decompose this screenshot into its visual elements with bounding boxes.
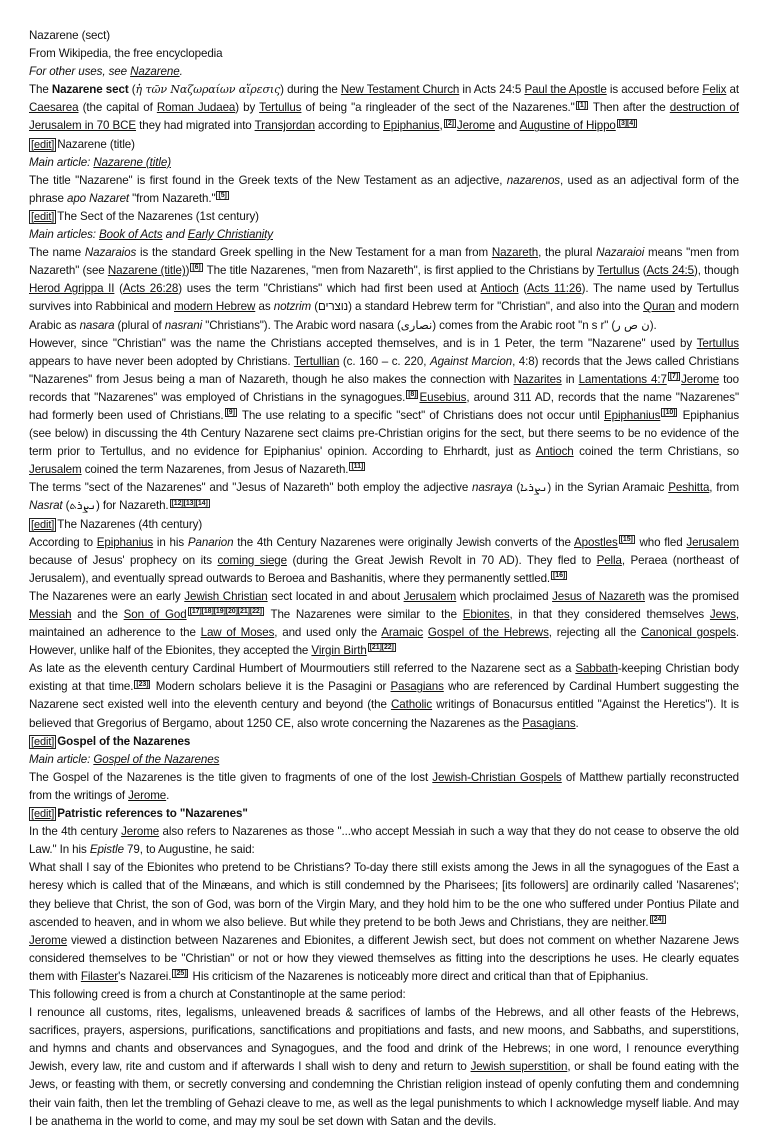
page-title: Nazarene (sect) <box>29 29 110 42</box>
link-gospel-of-the-hebrews[interactable]: Gospel of the Hebrews <box>427 626 549 640</box>
ref-link[interactable]: [10] <box>663 409 676 417</box>
link-jews[interactable]: Jews <box>709 608 736 621</box>
link-new-testament-church[interactable]: New Testament Church <box>340 83 460 97</box>
link-jesus-of-nazareth[interactable]: Jesus of Nazareth <box>552 589 645 603</box>
link-messiah[interactable]: Messiah <box>29 608 72 621</box>
link-nazarene-title[interactable]: Nazarene (title) <box>93 155 171 169</box>
ref-link[interactable]: [17][18][19][20][21][22] <box>189 608 262 616</box>
creed-quotation: I renounce all customs, rites, legalisms, unleavened breads & sacrifices of lambs of the Hebrews, and all other feasts of the Hebrews, sacrifices, prayers, aspersions, purifications, sanctifications and propitiations and fasts, and new moons, and Sabbaths, and superstitions, and hymns and chants and observances and Synagogues, and the food and drink of the Hebrews; in one word, I renounce everything Jewish, every law, rite and custom and if afterwards I shall wish to deny and return to Jewish superstition, or shall be found eating with the Jews, or feasting with them, or secretly conversing and condemning the Christian religion instead of openly confuting them and condemning their vain faith, then let the trembling of Gehazi cleave to me, as well as the legal punishments to which I acknowledge myself liable. And may I be anathema in the world to come, and may my soul be set down with Satan and the devils. <box>29 1006 739 1128</box>
link-peshitta[interactable]: Peshitta <box>668 481 710 495</box>
ref-link[interactable]: [5] <box>218 191 227 199</box>
source-line: From Wikipedia, the free encyclopedia <box>29 47 223 61</box>
section-heading: [edit] The Sect of the Nazarenes (1st century) <box>31 209 259 223</box>
paragraph: The Gospel of the Nazarenes is the title given to fragments of one of the lost Jewish-Christian Gospels of Matthew partially reconstructed from the writings of Jerome. <box>29 770 740 802</box>
ref-link[interactable]: [15] <box>620 535 633 543</box>
link-gospel-of-the-nazarenes[interactable]: Gospel of the Nazarenes <box>93 752 220 766</box>
paragraph: The Nazarenes were an early Jewish Christian sect located in and about Jerusalem which proclaimed Jesus of Nazareth was the promised Messiah and the Son of God [17][18][19][20][21][22] The Nazarenes were similar to the Ebionites, in that they considered themselves Jews, maintained an adherence to the Law of Moses, and used only the Aramaic Gospel of the Hebrews, rejecting all the Canonical gospels. However, unlike half of the Ebionites, they accepted the Virgin Birth [21][22] <box>29 589 740 658</box>
paragraph: The title "Nazarene" is first found in the Greek texts of the New Testament as an adjective, nazarenos, used as an adjectival form of the phrase apo Nazaret "from Nazareth." [5] <box>29 173 739 205</box>
link-pasagians[interactable]: Pasagians <box>390 680 444 694</box>
paragraph: As late as the eleventh century Cardinal Humbert of Mourmoutiers still referred to the Nazarene sect as a Sabbath-keeping Christian body existing at that time. [23] Modern scholars believe it is the Pasagini or Pasagians who are referenced by Cardinal Humbert suggesting the Nazarene sect existed well into the eleventh century and beyond (the Catholic writings of Bonacursus entitled "Against the Heretics"). It is believed that Gregorius of Bergamo, about 1250 CE, also wrote concerning the Nazarenes as the Pasagians. <box>29 662 739 730</box>
main-article-note: Main articles: Book of Acts and Early Christianity <box>29 228 273 242</box>
ref-link[interactable]: [6] <box>192 264 201 272</box>
ref-link[interactable]: [7] <box>669 372 679 380</box>
ref-link[interactable]: [16] <box>553 571 566 579</box>
link-jewish-christian-gospels[interactable]: Jewish-Christian Gospels <box>432 770 562 784</box>
ref-link[interactable]: [3][4] <box>618 119 636 127</box>
ref-link[interactable]: [23] <box>136 680 149 688</box>
edit-link[interactable]: [edit] <box>31 735 55 748</box>
link-epiphanius[interactable]: Epiphanius <box>96 535 154 549</box>
link-coming-siege[interactable]: coming siege <box>217 553 287 567</box>
link-sabbath[interactable]: Sabbath <box>575 662 618 676</box>
link-apostles[interactable]: Apostles <box>574 535 618 549</box>
bold-term: Nazarene sect <box>51 83 129 97</box>
link-epiphanius[interactable]: Epiphanius <box>383 119 440 133</box>
paragraph: The terms "sect of the Nazarenes" and "Jesus of Nazareth" both employ the adjective nasraya (ܢܨܪܝܐ) in the Syrian Aramaic Peshitta, from Nasrat (ܢܨܪܬ) for Nazareth. [12][13][14] <box>29 481 740 513</box>
link-tertullian[interactable]: Tertullian <box>293 354 340 368</box>
link-antioch[interactable]: Antioch <box>535 445 574 459</box>
link-herod-agrippa[interactable]: Herod Agrippa II <box>29 282 115 296</box>
main-article-note: Main article: Gospel of the Nazarenes <box>29 752 220 766</box>
ref-link[interactable]: [1] <box>577 101 586 109</box>
edit-link[interactable]: [edit] <box>31 808 55 821</box>
link-law-of-moses[interactable]: Law of Moses <box>200 626 275 640</box>
main-article-note: Main article: Nazarene (title) <box>29 155 171 169</box>
section-heading: [edit] Nazarene (title) <box>31 137 135 151</box>
ref-link[interactable]: [2] <box>445 119 454 127</box>
link-acts-26-28[interactable]: Acts 26:28 <box>122 282 179 296</box>
link-jerome[interactable]: Jerome <box>121 825 160 839</box>
link-jewish-superstition[interactable]: Jewish superstition <box>470 1060 568 1074</box>
link-roman-judaea[interactable]: Roman Judaea <box>156 101 236 115</box>
link-acts-24-5[interactable]: Acts 24:5 <box>646 264 695 278</box>
edit-link[interactable]: [edit] <box>31 518 55 531</box>
edit-link[interactable]: [edit] <box>31 138 55 151</box>
link-filaster[interactable]: Filaster <box>80 969 119 983</box>
link-son-of-god[interactable]: Son of God <box>123 608 187 621</box>
link-acts-11-26[interactable]: Acts 11:26 <box>527 282 582 296</box>
link-canonical-gospels[interactable]: Canonical gospels <box>641 626 736 640</box>
ref-link[interactable]: [9] <box>226 409 235 417</box>
ref-link[interactable]: [8] <box>408 391 417 399</box>
link-jerome[interactable]: Jerome <box>681 372 720 386</box>
link-pasagians[interactable]: Pasagians <box>522 716 576 730</box>
link-jerome[interactable]: Jerome <box>128 788 167 802</box>
link-transjordan[interactable]: Transjordan <box>254 119 315 133</box>
hatnote: For other uses, see Nazarene. <box>29 65 183 79</box>
link-pella[interactable]: Pella <box>596 553 622 567</box>
greek-term: ἡ τῶν Ναζωραίων αἵρεσις <box>135 83 281 97</box>
link-lamentations[interactable]: Lamentations 4:7 <box>578 372 667 386</box>
link-eusebius[interactable]: Eusebius <box>419 390 467 404</box>
paragraph: This following creed is from a church at Constantinople at the same period: <box>29 987 406 1001</box>
paragraph: Jerome viewed a distinction between Nazarenes and Ebionites, a different Jewish sect, but does not comment on whether Nazarene Jews considered themselves to be "Christian" or not or how they viewed themselves as fitting into the descriptions he uses. He clearly equates them with Filaster's Nazarei. [25] His criticism of the Nazarenes is noticeably more direct and critical than that of Epiphanius. <box>29 933 739 983</box>
edit-link[interactable]: [edit] <box>31 210 55 223</box>
link-book-of-acts[interactable]: Book of Acts <box>99 228 163 242</box>
ref-link[interactable]: [25] <box>174 970 187 978</box>
link-jerusalem[interactable]: Jerusalem <box>686 535 739 549</box>
link-jerome[interactable]: Jerome <box>29 933 68 947</box>
section-heading: [edit] Patristic references to "Nazarenes" <box>31 807 248 821</box>
ref-link[interactable]: [12][13][14] <box>171 499 208 507</box>
link-destruction-of-jerusalem[interactable]: destruction of Jerusalem in 70 BCE <box>29 101 739 133</box>
section-heading: [edit] Gospel of the Nazarenes <box>31 734 191 748</box>
link-tertullus[interactable]: Tertullus <box>696 336 739 350</box>
link-paul-the-apostle[interactable]: Paul the Apostle <box>524 83 607 97</box>
paragraph: According to Epiphanius in his Panarion the 4th Century Nazarenes were originally Jewish converts of the Apostles [15] who fled Jerusalem because of Jesus' prophecy on its coming siege (during the Great Jewish Revolt in 70 AD). They fled to Pella, Peraea (northeast of Jerusalem), and eventually spread outwards to Beroea and Bashanitis, where they permanently settled. [16] <box>29 535 739 585</box>
nazarene-link[interactable]: Nazarene <box>130 65 180 79</box>
link-nazarene-title[interactable]: Nazarene (title) <box>107 264 186 278</box>
link-aramaic[interactable]: Aramaic <box>381 626 424 640</box>
link-epiphanius[interactable]: Epiphanius <box>603 408 661 422</box>
paragraph: The name Nazaraios is the standard Greek spelling in the New Testament for a man from Nazareth, the plural Nazaraioi means "men from Nazareth" (see Nazarene (title)) [6] The title Nazarenes, "men from Nazareth", is first applied to the Christians by Tertullus (Acts 24:5), though Herod Agrippa II (Acts 26:28) uses the term "Christians" which had first been used at Antioch (Acts 11:26). The name used by Tertullus survives into Rabbinical and modern Hebrew as notzrim (נוצרים) a standard Hebrew term for "Christian", and also into the Quran and modern Arabic as nasara (plural of nasrani "Christians"). The Arabic word nasara (نصارى) comes from the Arabic root "n s r" (ن ص ر). <box>29 246 740 332</box>
link-early-christianity[interactable]: Early Christianity <box>187 228 273 242</box>
paragraph: In the 4th century Jerome also refers to Nazarenes as those "...who accept Messiah in such a way that they do not cease to observe the old Law." In his Epistle 79, to Augustine, he said: <box>29 825 739 857</box>
link-quran[interactable]: Quran <box>643 300 675 314</box>
quotation: What shall I say of the Ebionites who pretend to be Christians? To-day there still exists among the Jews in all the synagogues of the East a heresy which is called that of the Minæans, and which is still condemned by the Pharisees; [its followers] are ordinarily called 'Nasarenes'; they believe that Christ, the son of God, was born of the Virgin Mary, and they hold him to be the one who suffered under Pontius Pilate and ascended to heaven, and in whom we also believe. But while they pretend to be both Jews and Christians, they are neither. [24] <box>29 861 739 929</box>
link-augustine-of-hippo[interactable]: Augustine of Hippo <box>519 119 616 133</box>
link-tertullus[interactable]: Tertullus <box>597 264 640 278</box>
section-heading: [edit] The Nazarenes (4th century) <box>31 517 203 531</box>
link-jerusalem[interactable]: Jerusalem <box>29 463 82 477</box>
ref-link[interactable]: [21][22] <box>369 644 394 652</box>
ref-link[interactable]: [11] <box>351 463 364 471</box>
link-caesarea[interactable]: Caesarea <box>29 101 79 115</box>
paragraph: However, since "Christian" was the name the Christians accepted themselves, and is in 1 Peter, the term "Nazarene" used by Tertullus appears to have never been adopted by Christians. Tertullian (c. 160 – c. 220, Against Marcion, 4:8) records that the Jews called Christians "Nazarenes" from Jesus being a man of Nazareth, though he also makes the connection with Nazarites in Lamentations 4:7 [7] Jerome too records that "Nazarenes" was employed of Christians in the synagogues. [8] Eusebius, around 311 AD, records that the name "Nazarenes" had formerly been used of Christians. [9] The use relating to a specific "sect" of Christians does not occur until Epiphanius [10] Epiphanius (see below) in discussing the 4th Century Nazarene sect claims pre-Christian origins for the sect, but there seems to be no evidence of the term prior to Tertullus, and no evidence for Epiphanius' opinion. According to Ehrhardt, just as Antioch coined the term Christians, so Jerusalem coined the term Nazarenes, from Jesus of Nazareth. [11] <box>29 336 740 477</box>
link-ebionites[interactable]: Ebionites <box>462 608 510 621</box>
link-modern-hebrew[interactable]: modern Hebrew <box>174 300 256 314</box>
link-nazareth[interactable]: Nazareth <box>491 246 539 260</box>
link-jerusalem[interactable]: Jerusalem <box>403 589 457 603</box>
link-nazarites[interactable]: Nazarites <box>513 372 562 386</box>
ref-link[interactable]: [24] <box>651 915 664 923</box>
link-jerome[interactable]: Jerome <box>456 119 495 133</box>
link-felix[interactable]: Felix <box>702 83 727 97</box>
intro-paragraph: The Nazarene sect (ἡ τῶν Ναζωραίων αἵρεσις) during the New Testament Church in Acts 24:5 Paul the Apostle is accused before Felix at Caesarea (the capital of Roman Judaea) by Tertullus of being "a ringleader of the sect of the Nazarenes." [1] Then after the destruction of Jerusalem in 70 BCE they had migrated into Transjordan according to Epiphanius, [2] Jerome and Augustine of Hippo [3][4] <box>29 83 739 133</box>
link-jewish-christian[interactable]: Jewish Christian <box>184 589 268 603</box>
link-catholic[interactable]: Catholic <box>391 698 433 712</box>
link-virgin-birth[interactable]: Virgin Birth <box>311 644 367 658</box>
link-tertullus[interactable]: Tertullus <box>259 101 302 115</box>
link-antioch[interactable]: Antioch <box>480 282 519 296</box>
